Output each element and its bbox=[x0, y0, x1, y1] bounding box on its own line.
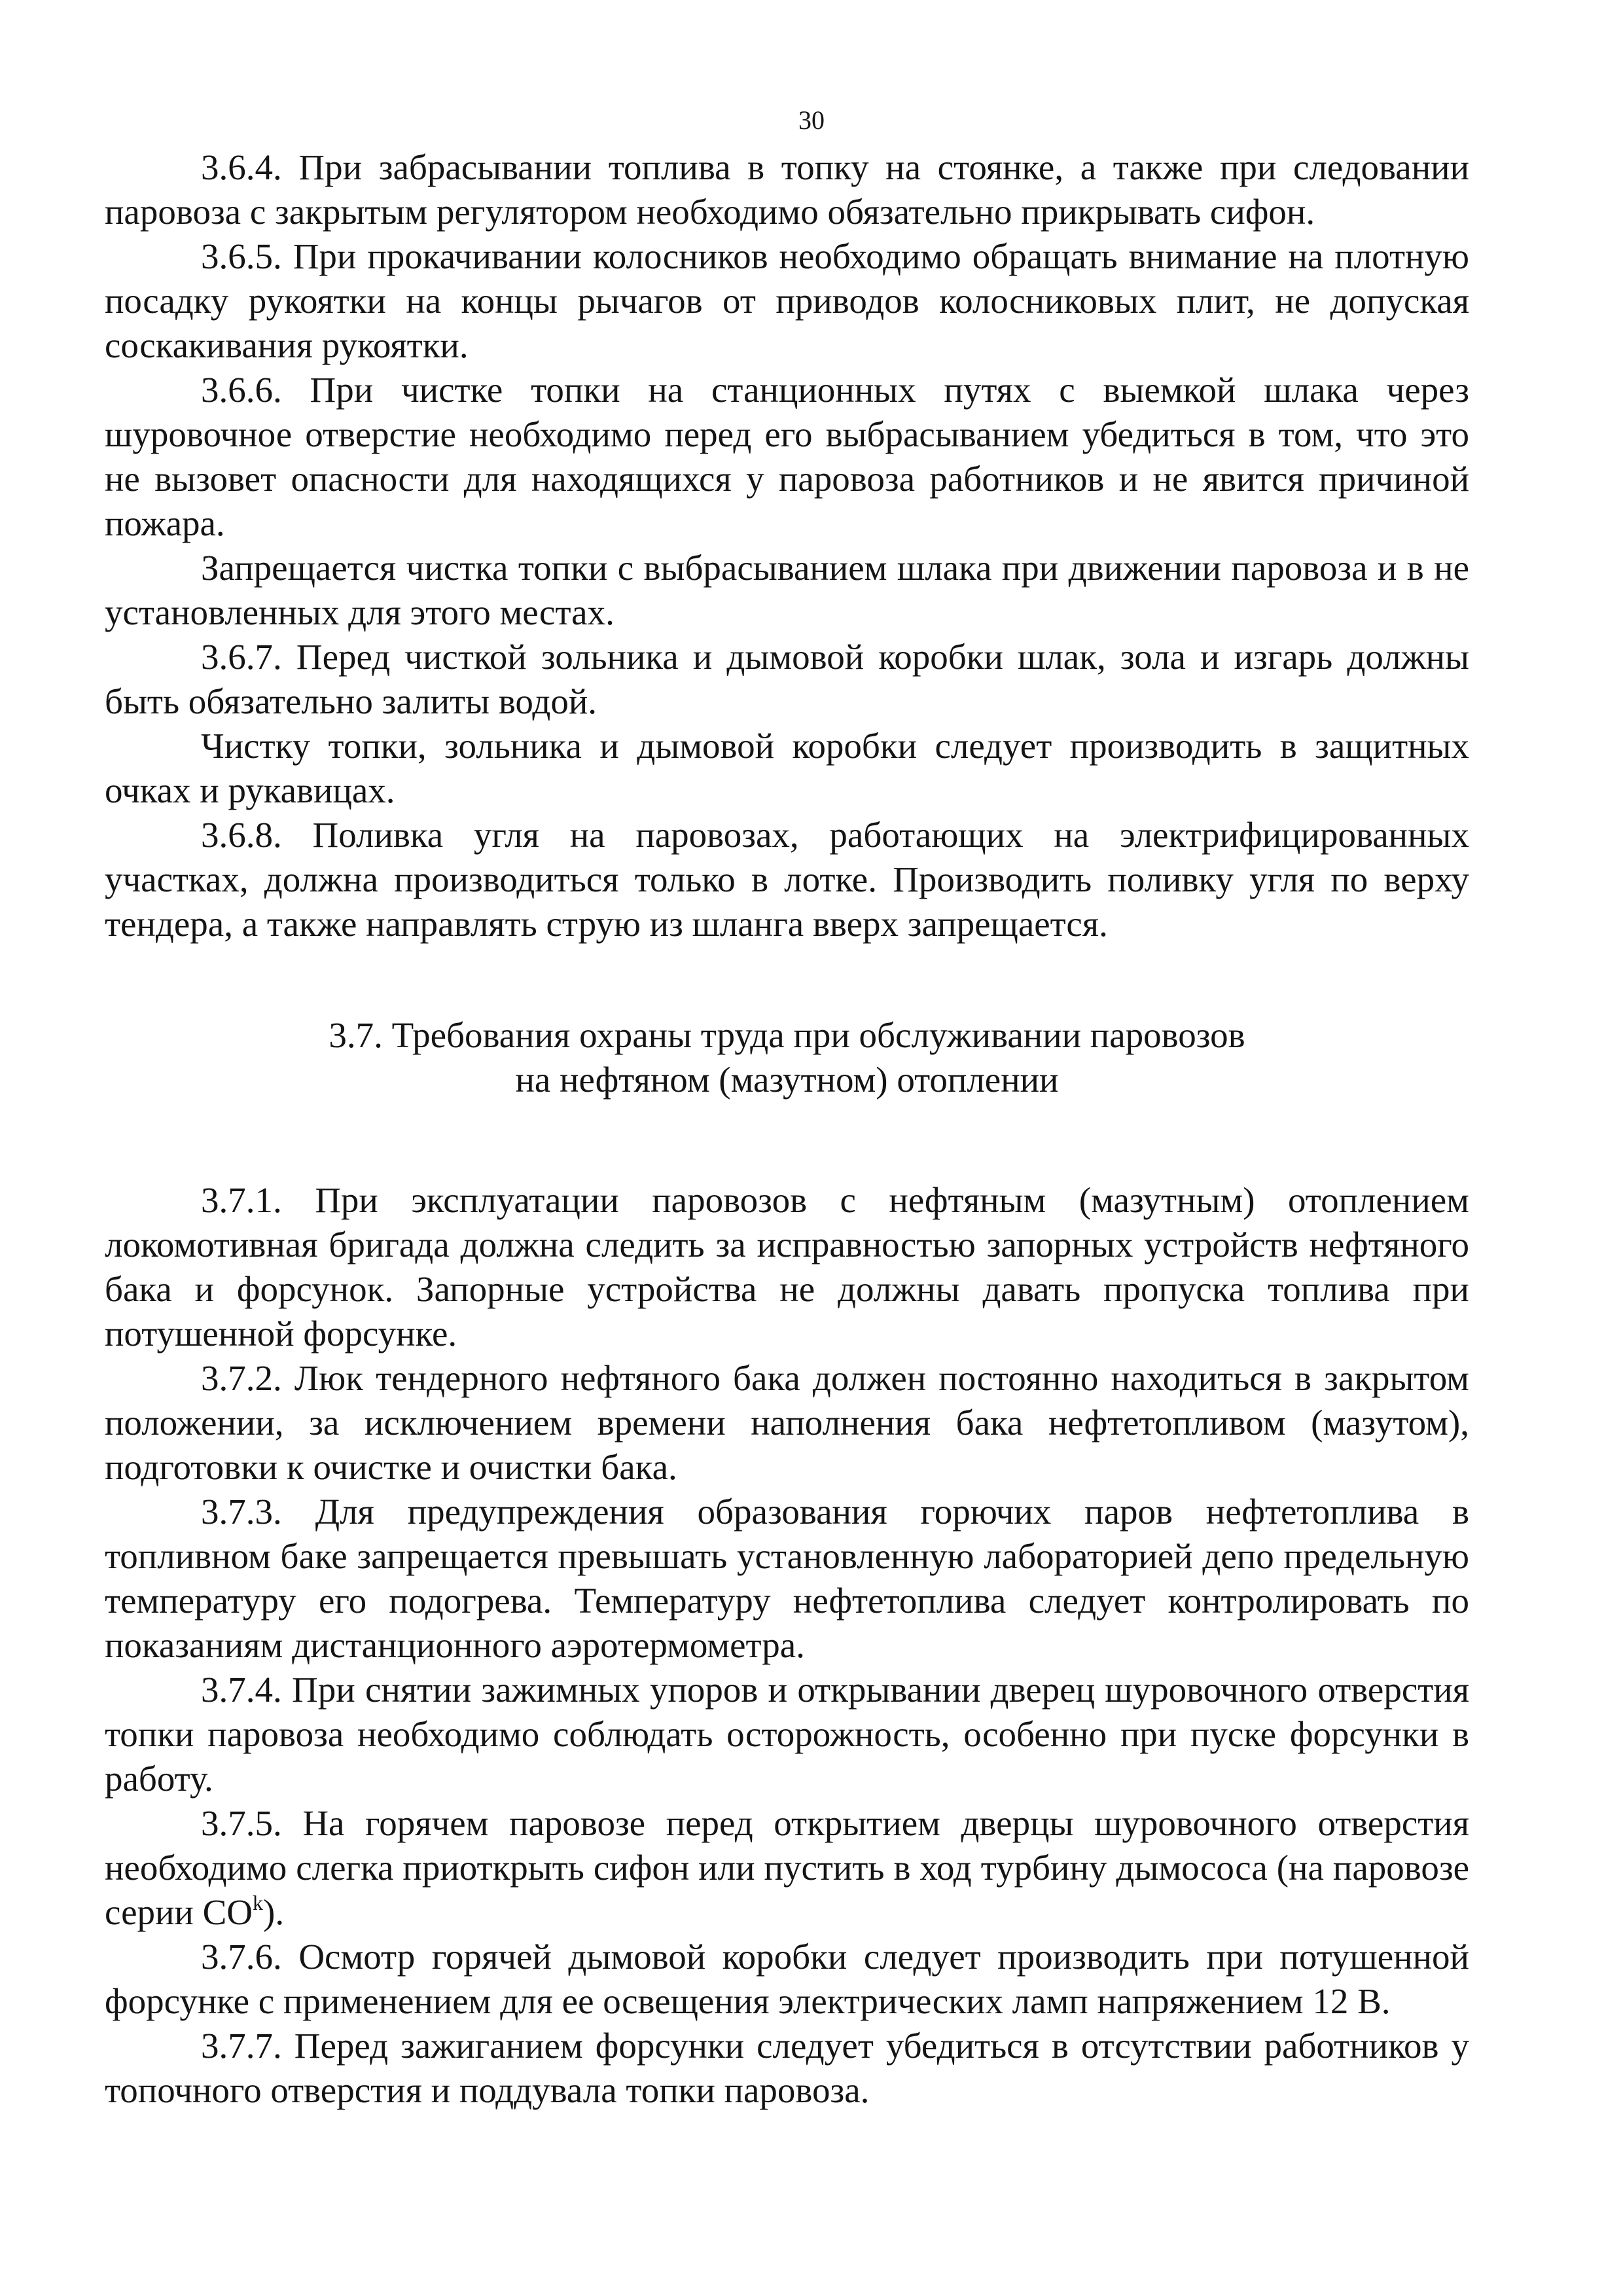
paragraph-3-7-2: 3.7.2. Люк тендерного нефтяного бака должен постоянно находиться в закрытом положении, за исключением времени наполнения бака нефтетопливом (мазутом), подготовки к очистке и очистки бака. bbox=[105, 1358, 1469, 1487]
paragraph-3-6-7: 3.6.7. Перед чисткой зольника и дымовой коробки шлак, зола и изгарь должны быть обязательно залиты водой. bbox=[105, 637, 1469, 721]
paragraph-3-7-1: 3.7.1. При эксплуатации паровозов с нефтяным (мазутным) отоплением локомотивная бригада должна следить за исправностью запорных устройств нефтяного бака и форсунок. Запорные устройства не должны давать пропуска топлива при потушенной форсунке. bbox=[105, 1180, 1469, 1354]
paragraph-3-7-5-text: 3.7.5. На горячем паровозе перед открытием дверцы шуровочного отверстия необходимо слегка приоткрыть сифон или пустить в ход турбину дымососа (на паровозе серии СО bbox=[105, 1803, 1469, 1932]
paragraph-3-7-6: 3.7.6. Осмотр горячей дымовой коробки следует производить при потушенной форсунке с применением для ее освещения электрических ламп напряжением 12 В. bbox=[105, 1937, 1469, 2021]
section-heading-3-7 bbox=[105, 1013, 1469, 1102]
section-heading-line-2: на нефтяном (мазутном) отоплении bbox=[515, 1060, 1059, 1100]
section-heading-line-1: 3.7. Требования охраны труда при обслуживании паровозов bbox=[329, 1015, 1245, 1055]
paragraph-3-6-4: 3.6.4. При забрасывании топлива в топку на стоянке, а также при следовании паровоза с закрытым регулятором необходимо обязательно прикрывать сифон. bbox=[105, 147, 1469, 232]
series-superscript: k bbox=[253, 1891, 264, 1914]
paragraph-3-7-5-tail: ). bbox=[263, 1892, 285, 1932]
paragraph-3-7-3: 3.7.3. Для предупреждения образования горючих паров нефтетоплива в топливном баке запрещается превышать установленную лабораторией депо предельную температуру его подогрева. Температуру нефтетоплива следует контролировать по показаниям дистанционного аэротермометра. bbox=[105, 1492, 1469, 1665]
paragraph-3-7-4: 3.7.4. При снятии зажимных упоров и открывании дверец шуровочного отверстия топки паровоза необходимо соблюдать осторожность, особенно при пуске форсунки в работу. bbox=[105, 1670, 1469, 1799]
paragraph-3-6-6: 3.6.6. При чистке топки на станционных путях с выемкой шлака через шуровочное отверстие необходимо перед его выбрасыванием убедиться в том, что это не вызовет опасности для находящихся у паровоза работников и не явится причиной пожара. bbox=[105, 370, 1469, 543]
paragraph-cleaning-protection: Чистку топки, зольника и дымовой коробки следует производить в защитных очках и рукавицах. bbox=[105, 726, 1469, 810]
paragraph-3-7-7: 3.7.7. Перед зажиганием форсунки следует убедиться в отсутствии работников у топочного отверстия и поддувала топки паровоза. bbox=[105, 2026, 1469, 2110]
paragraph-3-7-5 bbox=[105, 1801, 1469, 1935]
paragraph-3-6-5: 3.6.5. При прокачивании колосников необходимо обращать внимание на плотную посадку рукоятки на концы рычагов от приводов колосниковых плит, не допуская соскакивания рукоятки. bbox=[105, 236, 1469, 365]
document-body bbox=[105, 145, 1469, 2113]
paragraph-slag-prohibition: Запрещается чистка топки с выбрасыванием шлака при движении паровоза и в не установленных для этого местах. bbox=[105, 548, 1469, 632]
paragraph-3-6-8: 3.6.8. Поливка угля на паровозах, работающих на электрифицированных участках, должна производиться только в лотке. Производить поливку угля по верху тендера, а также направлять струю из шланга вверх запрещается. bbox=[105, 815, 1469, 944]
page-number: 30 bbox=[798, 105, 825, 135]
